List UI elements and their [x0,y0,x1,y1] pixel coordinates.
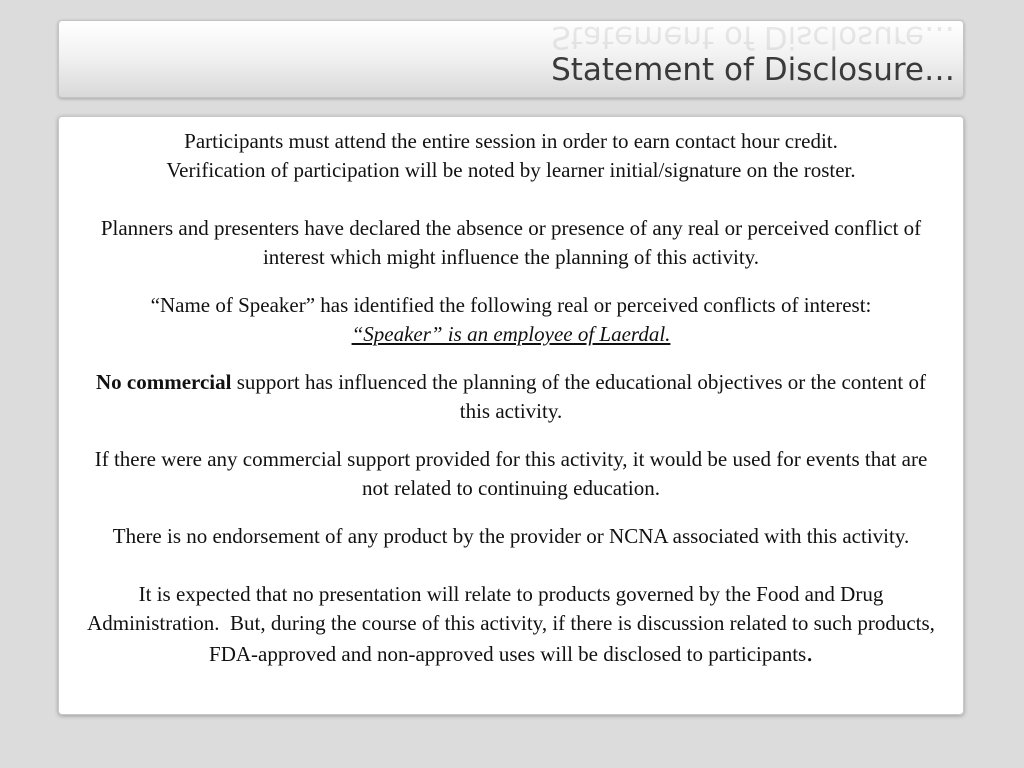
slide-title-bar [58,20,964,98]
paragraph-speaker-conflicts [81,291,941,349]
paragraph-commercial-use: If there were any commercial support provided for this activity, it would be used for events that are not related to continuing education. [94,447,928,500]
attendance-line-2: Verification of participation will be noted by learner initial/signature on the roster. [166,158,856,182]
slide-content-box [58,116,964,715]
fda-text: It is expected that no presentation will relate to products governed by the Food and Drug Administration. But, during the course of this activity, if there is discussion related to such products, FDA-approved and non-approved uses will be disclosed to participants [87,582,935,666]
paragraph-fda [81,580,941,669]
speaker-employer-note: “Speaker” is an employee of Laerdal. [351,322,671,346]
speaker-conflicts-line: “Name of Speaker” has identified the following real or perceived conflicts of interest: [150,293,872,317]
paragraph-conflict-declaration: Planners and presenters have declared the absence or presence of any real or perceived conflict of interest which might influence the planning of this activity. [100,216,922,269]
slide-title-reflection: Statement of Disclosure… [551,19,955,55]
paragraph-commercial-support [81,368,941,426]
slide-title: Statement of Disclosure… [551,52,955,88]
commercial-support-text: support has influenced the planning of the educational objectives or the content of this activity. [231,370,927,423]
paragraph-attendance [81,127,941,185]
fda-period: . [806,637,813,667]
paragraph-endorsement: There is no endorsement of any product by the provider or NCNA associated with this activity. [112,524,910,548]
no-commercial-emphasis: No commercial [95,370,232,394]
attendance-line-1: Participants must attend the entire session in order to earn contact hour credit. [184,129,838,153]
